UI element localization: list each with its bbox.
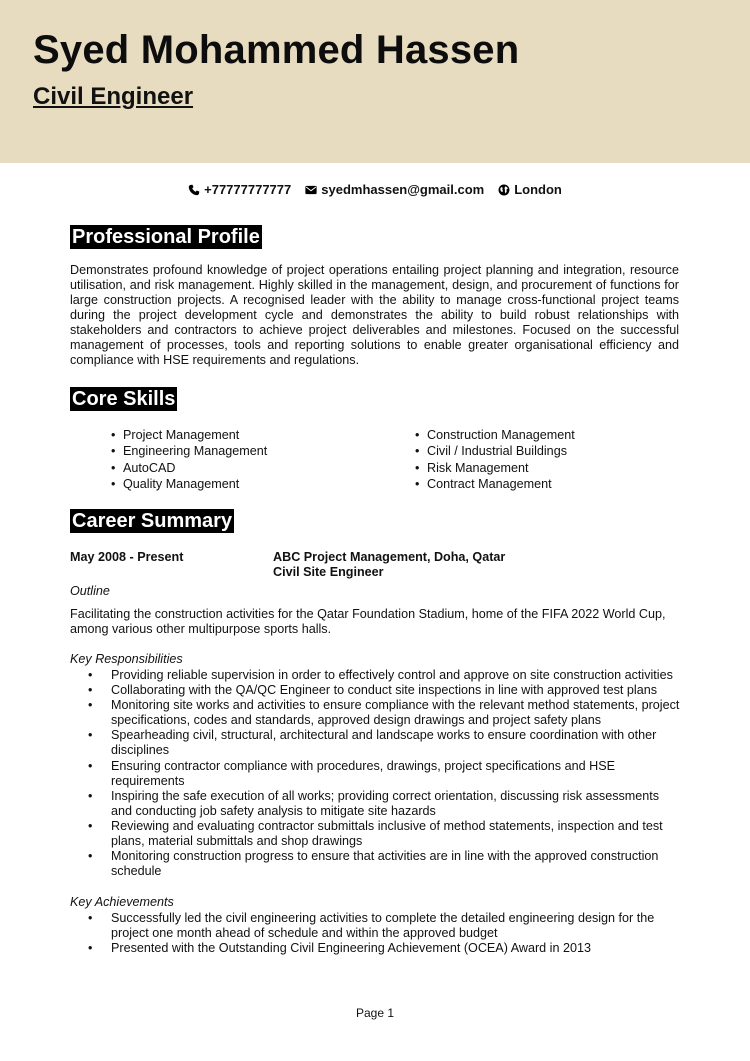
achievements-label: Key Achievements <box>70 895 174 909</box>
section-title-career: Career Summary <box>72 510 233 532</box>
candidate-role: Civil Engineer <box>33 83 194 110</box>
list-item: • Construction Management <box>415 427 575 443</box>
achievements-list <box>70 911 682 956</box>
list-item: • Monitoring construction progress to ensure that activities are in line with the approved construction schedule <box>70 849 682 879</box>
phone-icon <box>188 184 200 196</box>
location-text: London <box>514 182 562 197</box>
page-number: Page 1 <box>355 1006 395 1020</box>
list-item: • Monitoring site works and activities to ensure compliance with the relevant method statements, project specifications, codes and standards, approved design drawings and project safety plans <box>70 698 682 728</box>
contact-location <box>498 181 562 199</box>
list-item: • Providing reliable supervision in order to effectively control and approve on site construction activities <box>70 668 682 683</box>
envelope-icon <box>305 184 317 196</box>
responsibilities-list <box>70 668 682 879</box>
email-address: syedmhassen@gmail.com <box>321 182 485 197</box>
candidate-name: Syed Mohammed Hassen <box>33 28 520 72</box>
skills-list-right <box>415 427 575 492</box>
list-item: • Project Management <box>111 427 267 443</box>
skills-list-left <box>111 427 267 492</box>
profile-text: Demonstrates profound knowledge of project operations entailing project planning and integration, resource utilisation, and risk management. Highly skilled in the management, design, and procurement of functions for large construction projects. A recognised leader with the ability to manage cross-functional project teams during the project development cycle and demonstrates the ability to build robust relationships with stakeholders and contractors to achieve project deliverables and milestones. Focused on the successful management of processes, tools and reporting solutions to enable greater organisational efficiency and compliance with HSE requirements and regulations. <box>70 263 679 367</box>
list-item: • Ensuring contractor compliance with procedures, drawings, project specifications and HSE requirements <box>70 759 682 789</box>
list-item: • Quality Management <box>111 476 267 492</box>
list-item: • Contract Management <box>415 476 575 492</box>
list-item: • Collaborating with the QA/QC Engineer to conduct site inspections in line with approved test plans <box>70 683 682 698</box>
job-date: May 2008 - Present <box>70 550 184 564</box>
contact-email[interactable] <box>305 181 484 199</box>
list-item: • Successfully led the civil engineering activities to complete the detailed engineering design for the project one month ahead of schedule and within the approved budget <box>70 911 682 941</box>
section-title-profile: Professional Profile <box>72 226 260 248</box>
list-item: • Risk Management <box>415 460 575 476</box>
job-title: Civil Site Engineer <box>273 565 384 579</box>
globe-icon <box>498 184 510 196</box>
list-item: • AutoCAD <box>111 460 267 476</box>
section-title-skills: Core Skills <box>72 388 176 410</box>
list-item: • Civil / Industrial Buildings <box>415 443 575 459</box>
phone-number: +77777777777 <box>204 182 292 197</box>
list-item: • Reviewing and evaluating contractor submittals inclusive of method statements, inspection and test plans, material submittals and shop drawings <box>70 819 682 849</box>
list-item: • Inspiring the safe execution of all works; providing correct orientation, discussing risk assessments and conducting job safety analysis to mitigate site hazards <box>70 789 682 819</box>
contact-phone[interactable] <box>188 181 291 199</box>
responsibilities-label: Key Responsibilities <box>70 652 183 666</box>
contact-bar <box>0 181 750 199</box>
outline-text: Facilitating the construction activities for the Qatar Foundation Stadium, home of the FIFA 2022 World Cup, among various other multipurpose sports halls. <box>70 607 666 636</box>
list-item: • Engineering Management <box>111 443 267 459</box>
job-company: ABC Project Management, Doha, Qatar <box>273 550 506 564</box>
outline-label: Outline <box>70 584 110 598</box>
list-item: • Spearheading civil, structural, architectural and landscape works to ensure coordination with other disciplines <box>70 728 682 758</box>
list-item: • Presented with the Outstanding Civil Engineering Achievement (OCEA) Award in 2013 <box>70 941 682 956</box>
